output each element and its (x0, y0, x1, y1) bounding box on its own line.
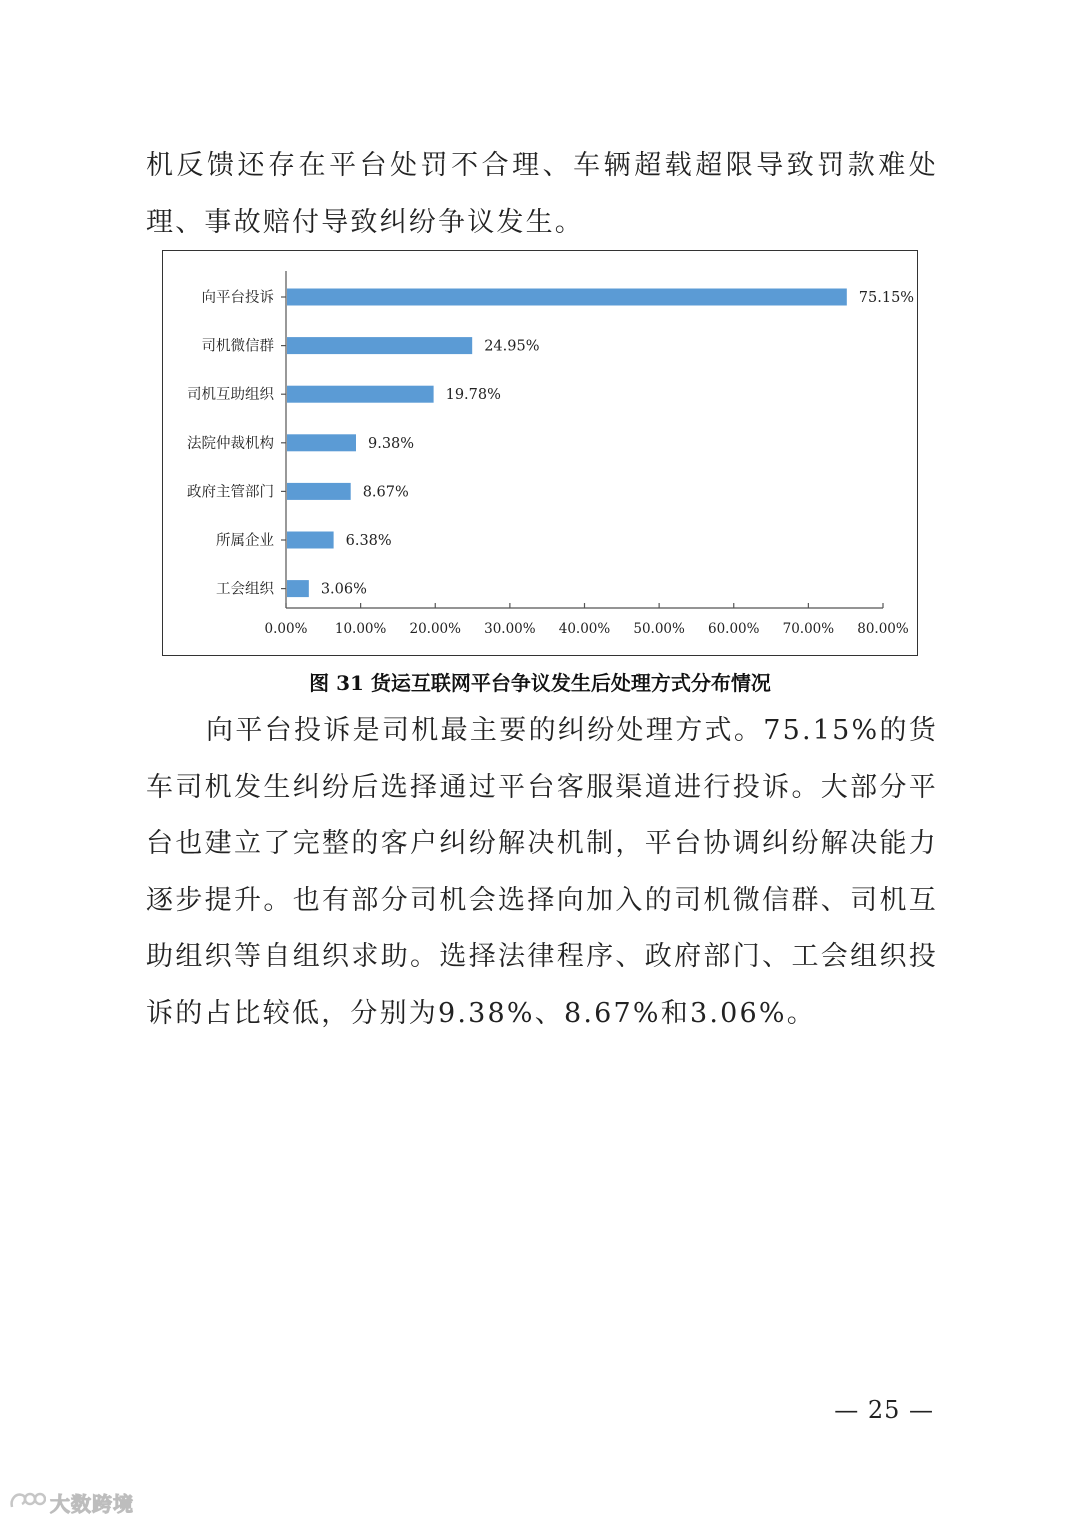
watermark-text: 大数跨境 (50, 1491, 134, 1516)
category-label: 工会组织 (216, 581, 274, 598)
page-number: — 25 — (834, 1396, 934, 1424)
bar (287, 580, 309, 597)
category-label: 向平台投诉 (201, 290, 274, 306)
x-tick-label: 70.00% (782, 621, 835, 637)
category-label: 所属企业 (216, 533, 274, 549)
x-tick-label: 60.00% (708, 621, 760, 637)
bar (287, 483, 351, 500)
category-label: 法院仲裁机构 (187, 435, 274, 452)
paragraph-2: 向平台投诉是司机最主要的纠纷处理方式。75.15%的货车司机发生纠纷后选择通过平台客服渠道进行投诉。大部分平台也建立了完整的客户纠纷解决机制，平台协调纠纷解决能力逐步提升。也有部分司机会选择向加入的司机微信群、司机互助组织等自组织求助。选择法律程序、政府部门、工会组织投诉的占比较低，分别为9.38%、8.67%和3.06%。 (146, 715, 938, 1029)
bar (287, 434, 356, 451)
x-tick-label: 40.00% (558, 621, 611, 637)
bar (287, 386, 434, 403)
value-label: 19.78% (445, 387, 501, 404)
watermark (8, 1487, 134, 1517)
bar (287, 532, 334, 549)
x-tick-label: 20.00% (409, 621, 461, 637)
x-tick-label: 0.00% (264, 621, 308, 637)
x-tick-label: 50.00% (633, 621, 685, 637)
bar (287, 337, 472, 354)
bar (287, 289, 847, 306)
bar-chart-svg (163, 251, 919, 657)
figure-caption: 图 31 货运互联网平台争议发生后处理方式分布情况 (309, 671, 771, 695)
value-label: 24.95% (484, 338, 540, 355)
category-label: 政府主管部门 (187, 484, 274, 501)
value-label: 9.38% (367, 435, 415, 452)
category-label: 司机微信群 (201, 338, 274, 355)
logo-mark-icon (8, 1489, 46, 1515)
paragraph-1: 机反馈还存在平台处罚不合理、车辆超载超限导致罚款难处理、事故赔付导致纠纷争议发生。 (146, 150, 938, 238)
value-label: 8.67% (362, 484, 409, 501)
x-tick-label: 10.00% (334, 621, 387, 637)
value-label: 6.38% (345, 533, 392, 549)
value-label: 3.06% (320, 581, 367, 598)
value-label: 75.15% (858, 290, 915, 306)
bar-chart (162, 250, 918, 656)
x-tick-label: 80.00% (857, 621, 909, 637)
category-label: 司机互助组织 (187, 387, 274, 404)
x-tick-label: 30.00% (484, 621, 536, 637)
